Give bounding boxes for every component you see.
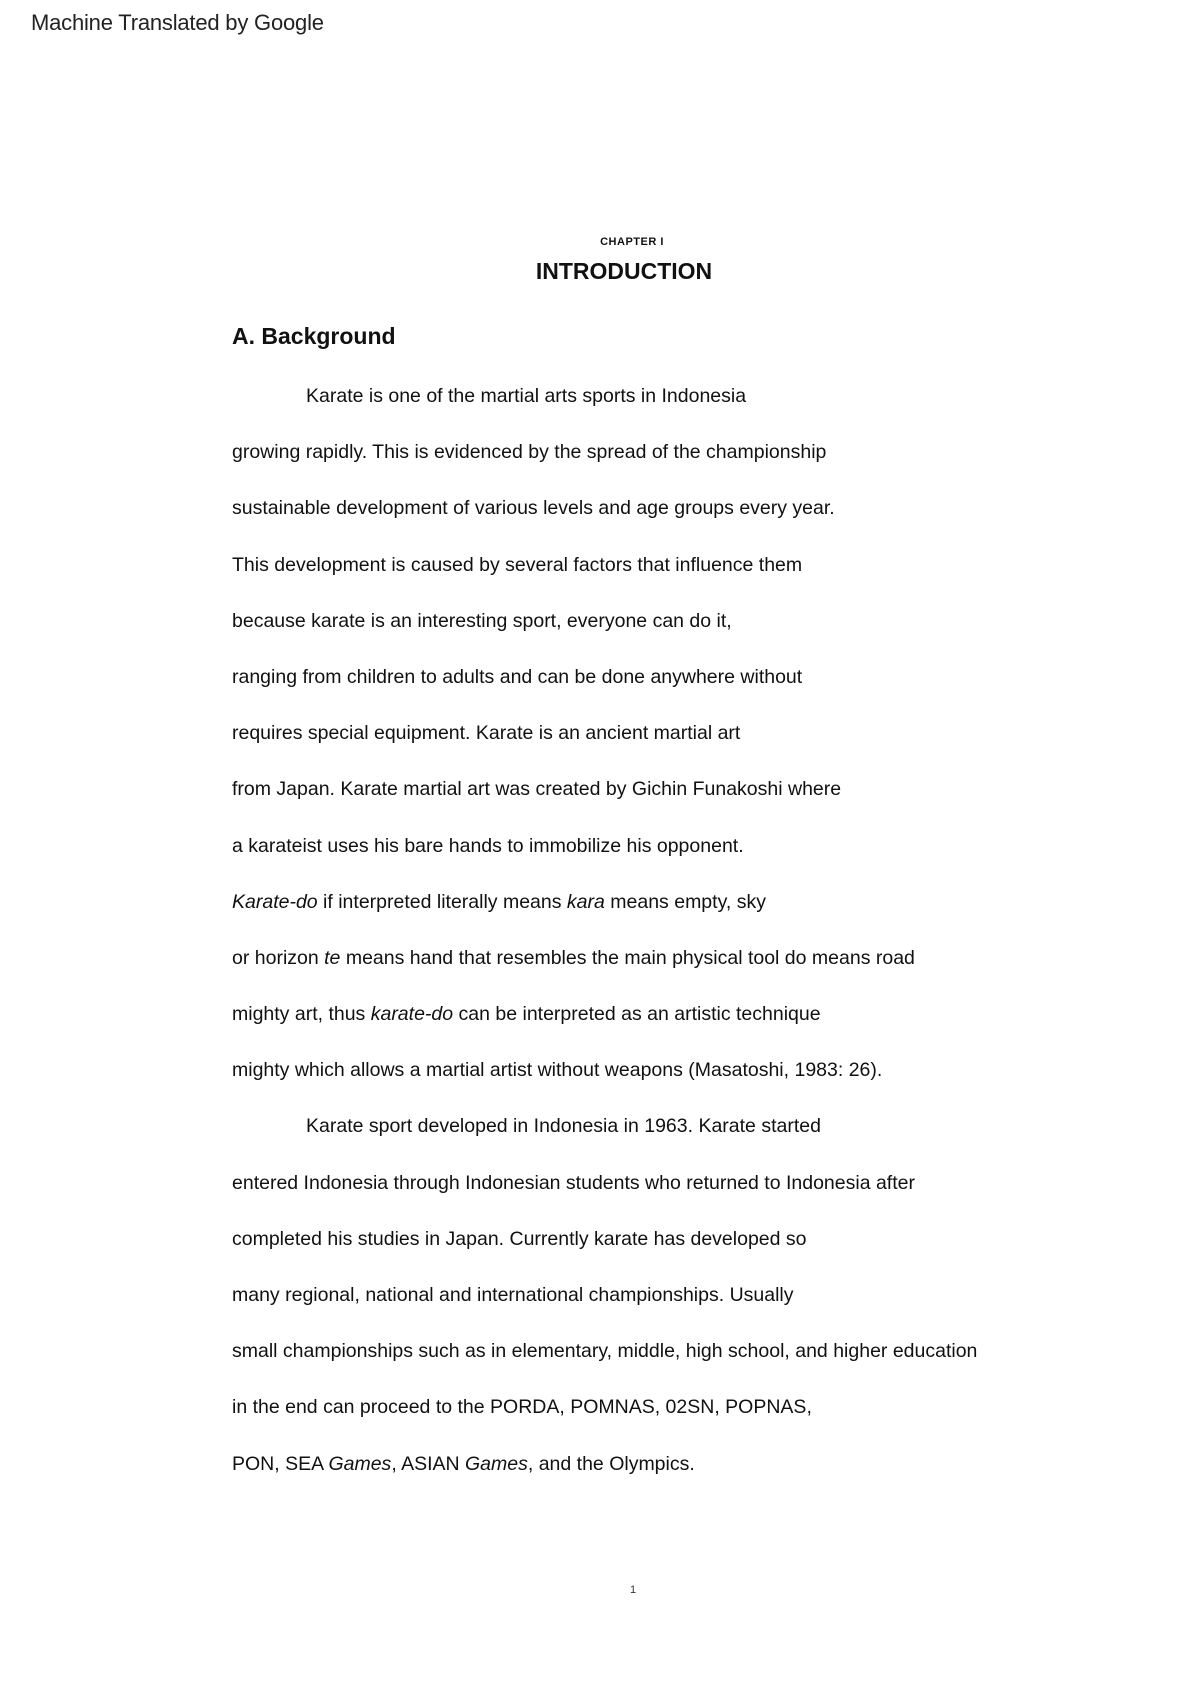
italic-term: karate-do <box>370 1003 454 1026</box>
paragraph-line <box>232 1446 1112 1502</box>
paragraph-line: requires special equipment. Karate is an ancient martial art <box>232 722 741 745</box>
paragraph-line <box>232 940 1112 996</box>
paragraph-line: sustainable development of various levels and age groups every year. <box>232 497 835 520</box>
paragraph-line: Karate sport developed in Indonesia in 1963. Karate started <box>306 1115 821 1138</box>
translation-watermark: Machine Translated by Google <box>31 10 324 35</box>
paragraph-line: growing rapidly. This is evidenced by the spread of the championship <box>232 441 827 464</box>
page-number: 1 <box>630 1584 637 1596</box>
paragraph-line: mighty which allows a martial artist without weapons (Masatoshi, 1983: 26). <box>232 1059 883 1082</box>
section-heading: A. Background <box>232 323 396 349</box>
italic-term: Karate-do <box>232 890 318 913</box>
paragraph-line: Karate is one of the martial arts sports in Indonesia <box>306 385 747 407</box>
paragraph-line: a karateist uses his bare hands to immobilize his opponent. <box>232 834 744 857</box>
text-run: if interpreted literally means <box>317 890 567 913</box>
paragraph-line <box>232 884 1112 940</box>
paragraph-line: in the end can proceed to the PORDA, POMNAS, 02SN, POPNAS, <box>232 1396 812 1419</box>
italic-term: Games <box>328 1452 392 1475</box>
text-run: PON, SEA <box>232 1452 329 1475</box>
text-run: mighty art, thus <box>232 1003 371 1026</box>
chapter-title: INTRODUCTION <box>535 258 713 284</box>
paragraph-line: many regional, national and international championships. Usually <box>232 1284 794 1306</box>
italic-term: kara <box>566 890 605 913</box>
text-run: , and the Olympics. <box>527 1452 695 1475</box>
italic-term: te <box>324 946 341 969</box>
body-text <box>232 378 1112 1502</box>
paragraph-line <box>232 996 1112 1052</box>
paragraph-line: This development is caused by several factors that influence them <box>232 553 803 576</box>
paragraph-line: completed his studies in Japan. Currently karate has developed so <box>232 1227 807 1250</box>
chapter-label: CHAPTER I <box>600 236 664 248</box>
paragraph-line: small championships such as in elementary, middle, high school, and higher education <box>232 1340 978 1363</box>
text-run: means empty, sky <box>604 890 766 913</box>
text-run: means hand that resembles the main physical tool do means road <box>340 946 915 969</box>
text-run: can be interpreted as an artistic technique <box>453 1003 821 1026</box>
text-run: or horizon <box>232 946 325 969</box>
italic-term: Games <box>465 1452 528 1475</box>
text-run: , ASIAN <box>391 1452 466 1475</box>
paragraph-line: ranging from children to adults and can be done anywhere without <box>232 665 803 688</box>
paragraph-line: from Japan. Karate martial art was created by Gichin Funakoshi where <box>232 778 842 801</box>
paragraph-line: because karate is an interesting sport, everyone can do it, <box>232 609 732 632</box>
paragraph-line: entered Indonesia through Indonesian students who returned to Indonesia after <box>232 1171 915 1194</box>
